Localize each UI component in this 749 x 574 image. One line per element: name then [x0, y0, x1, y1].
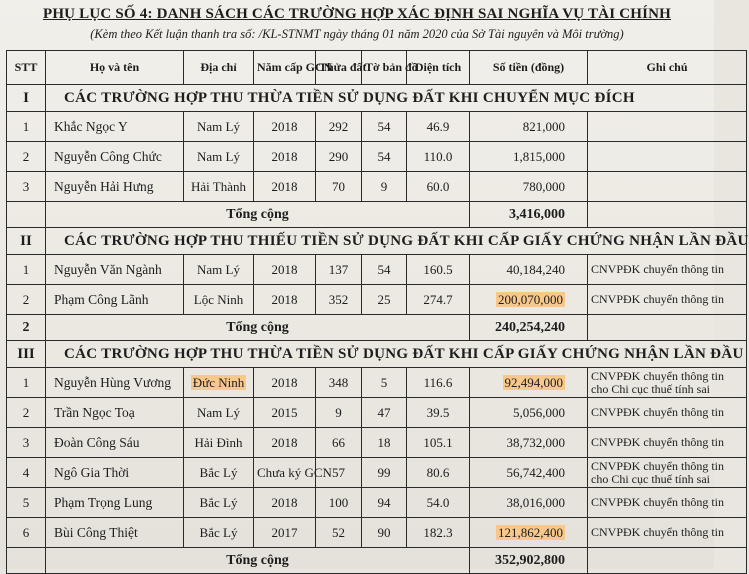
cell-area: 182.3: [407, 518, 470, 548]
cell-plot: 57: [316, 458, 362, 488]
header-stt: STT: [7, 51, 46, 85]
cell-name: Nguyễn Hùng Vương: [46, 368, 184, 398]
cell-area: 39.5: [407, 398, 470, 428]
total-amount: 352,902,800: [470, 548, 588, 574]
cell-stt: 1: [7, 255, 46, 285]
total-note: [588, 202, 747, 228]
cell-note: CNVPĐK chuyển thông tin cho Chi cục thuế tính sai: [588, 368, 747, 398]
cell-amount: [470, 368, 588, 398]
cell-amount: 780,000: [470, 172, 588, 202]
section-header-row: [7, 341, 747, 368]
section-title: CÁC TRƯỜNG HỢP THU THIẾU TIỀN SỬ DỤNG ĐẤT KHI CẤP GIẤY CHỨNG NHẬN LẦN ĐẦU: [46, 228, 747, 255]
total-label: Tổng cộng: [46, 548, 470, 574]
cell-plot: 70: [316, 172, 362, 202]
total-stt: 2: [7, 315, 46, 341]
cell-name: Khắc Ngọc Y: [46, 112, 184, 142]
cell-plot: 292: [316, 112, 362, 142]
cell-amount: 821,000: [470, 112, 588, 142]
cell-stt: 3: [7, 172, 46, 202]
cell-plot: 100: [316, 488, 362, 518]
cell-stt: 1: [7, 368, 46, 398]
cell-area: 54.0: [407, 488, 470, 518]
cell-map: 47: [362, 398, 407, 428]
cell-address: Nam Lý: [184, 255, 254, 285]
cell-plot: 352: [316, 285, 362, 315]
highlighted-amount: 200,070,000: [498, 291, 563, 307]
cell-year: 2018: [254, 172, 316, 202]
cell-year: 2018: [254, 112, 316, 142]
table-row: [7, 142, 747, 172]
cell-name: Phạm Công Lãnh: [46, 285, 184, 315]
cell-map: 54: [362, 255, 407, 285]
cell-amount: 1,815,000: [470, 142, 588, 172]
cell-amount: 5,056,000: [470, 398, 588, 428]
table-row: [7, 255, 747, 285]
cell-map: 90: [362, 518, 407, 548]
cell-year: Chưa ký GCN: [254, 458, 316, 488]
cell-note: [588, 112, 747, 142]
table-row: [7, 112, 747, 142]
cell-map: 54: [362, 142, 407, 172]
cell-plot: 52: [316, 518, 362, 548]
cell-address: Lộc Ninh: [184, 285, 254, 315]
section-header-row: [7, 85, 747, 112]
header-amount: Số tiền (đồng): [470, 51, 588, 85]
section-number: I: [7, 85, 46, 112]
cell-name: Nguyễn Công Chức: [46, 142, 184, 172]
cell-amount: [470, 285, 588, 315]
cell-address: Nam Lý: [184, 142, 254, 172]
cell-note: CNVPĐK chuyển thông tin: [588, 488, 747, 518]
cell-stt: 4: [7, 458, 46, 488]
cell-address: Hải Thành: [184, 172, 254, 202]
total-label: Tổng cộng: [46, 315, 470, 341]
cell-address: Bắc Lý: [184, 488, 254, 518]
total-note: [588, 548, 747, 574]
cell-name: Ngô Gia Thời: [46, 458, 184, 488]
table-row: [7, 518, 747, 548]
cell-name: Nguyễn Hải Hưng: [46, 172, 184, 202]
document-title: PHỤ LỤC SỐ 4: DANH SÁCH CÁC TRƯỜNG HỢP XÁC ĐỊNH SAI NGHĨA VỤ TÀI CHÍNH: [42, 6, 672, 22]
cell-name: Nguyễn Văn Ngành: [46, 255, 184, 285]
cell-year: 2017: [254, 518, 316, 548]
cell-map: 9: [362, 172, 407, 202]
total-stt: [7, 548, 46, 574]
total-amount: 240,254,240: [470, 315, 588, 341]
total-label: Tổng cộng: [46, 202, 470, 228]
cell-plot: 348: [316, 368, 362, 398]
table-row: [7, 488, 747, 518]
cell-stt: 5: [7, 488, 46, 518]
section-number: II: [7, 228, 46, 255]
table-row: [7, 368, 747, 398]
table-header-row: [7, 51, 747, 85]
cell-area: 110.0: [407, 142, 470, 172]
cell-amount: 40,184,240: [470, 255, 588, 285]
cell-year: 2018: [254, 368, 316, 398]
document-subtitle: (Kèm theo Kết luận thanh tra số: /KL-STNMT ngày tháng 01 năm 2020 của Sở Tài nguyên và Môi trường): [90, 27, 624, 41]
cell-map: 94: [362, 488, 407, 518]
highlighted-address: Đức Ninh: [192, 374, 245, 390]
cell-area: 60.0: [407, 172, 470, 202]
cell-address: Nam Lý: [184, 112, 254, 142]
cell-address: Hải Đình: [184, 428, 254, 458]
total-row: [7, 202, 747, 228]
cell-year: 2018: [254, 285, 316, 315]
cell-stt: 2: [7, 285, 46, 315]
cell-year: 2018: [254, 255, 316, 285]
total-amount: 3,416,000: [470, 202, 588, 228]
highlighted-amount: 121,862,400: [498, 524, 563, 540]
header-plot: Thửa đất: [316, 51, 362, 85]
cell-name: Phạm Trọng Lung: [46, 488, 184, 518]
header-address: Địa chỉ: [184, 51, 254, 85]
cell-area: 274.7: [407, 285, 470, 315]
cell-stt: 3: [7, 428, 46, 458]
cell-name: Trần Ngọc Toạ: [46, 398, 184, 428]
cell-address: Bắc Lý: [184, 458, 254, 488]
violations-table: [6, 50, 747, 574]
cell-map: 25: [362, 285, 407, 315]
cell-name: Bùi Công Thiệt: [46, 518, 184, 548]
cell-note: [588, 172, 747, 202]
header-map: Tờ bản đồ: [362, 51, 407, 85]
cell-map: 5: [362, 368, 407, 398]
section-title: CÁC TRƯỜNG HỢP THU THỪA TIỀN SỬ DỤNG ĐẤT KHI CẤP GIẤY CHỨNG NHẬN LẦN ĐẦU: [46, 341, 747, 368]
table-row: [7, 458, 747, 488]
cell-map: 99: [362, 458, 407, 488]
highlighted-amount: 92,494,000: [504, 374, 563, 390]
cell-year: 2018: [254, 428, 316, 458]
cell-year: 2018: [254, 142, 316, 172]
table-row: [7, 428, 747, 458]
cell-stt: 2: [7, 142, 46, 172]
total-note: [588, 315, 747, 341]
cell-note: CNVPĐK chuyển thông tin: [588, 398, 747, 428]
table-row: [7, 398, 747, 428]
cell-map: 54: [362, 112, 407, 142]
cell-address: Bắc Lý: [184, 518, 254, 548]
cell-amount: 38,016,000: [470, 488, 588, 518]
cell-map: 18: [362, 428, 407, 458]
header-area: Diện tích: [407, 51, 470, 85]
cell-area: 116.6: [407, 368, 470, 398]
cell-name: Đoàn Công Sáu: [46, 428, 184, 458]
cell-plot: 9: [316, 398, 362, 428]
cell-note: CNVPĐK chuyển thông tin cho Chi cục thuế tính sai: [588, 458, 747, 488]
table-row: [7, 285, 747, 315]
section-header-row: [7, 228, 747, 255]
header-name: Họ và tên: [46, 51, 184, 85]
cell-stt: 2: [7, 398, 46, 428]
cell-year: 2018: [254, 488, 316, 518]
cell-address: Nam Lý: [184, 398, 254, 428]
section-title: CÁC TRƯỜNG HỢP THU THỪA TIỀN SỬ DỤNG ĐẤT KHI CHUYỂN MỤC ĐÍCH: [46, 85, 747, 112]
cell-stt: 6: [7, 518, 46, 548]
cell-plot: 290: [316, 142, 362, 172]
total-row: [7, 315, 747, 341]
cell-amount: 38,732,000: [470, 428, 588, 458]
cell-amount: 56,742,400: [470, 458, 588, 488]
header-note: Ghi chú: [588, 51, 747, 85]
cell-note: CNVPĐK chuyển thông tin: [588, 255, 747, 285]
cell-amount: [470, 518, 588, 548]
cell-area: 46.9: [407, 112, 470, 142]
cell-area: 80.6: [407, 458, 470, 488]
section-number: III: [7, 341, 46, 368]
total-row: [7, 548, 747, 574]
cell-note: CNVPĐK chuyển thông tin: [588, 285, 747, 315]
cell-address: [184, 368, 254, 398]
cell-plot: 66: [316, 428, 362, 458]
header-year: Năm cấp GCN: [254, 51, 316, 85]
cell-plot: 137: [316, 255, 362, 285]
cell-area: 160.5: [407, 255, 470, 285]
total-stt: [7, 202, 46, 228]
cell-stt: 1: [7, 112, 46, 142]
cell-area: 105.1: [407, 428, 470, 458]
cell-year: 2015: [254, 398, 316, 428]
cell-note: [588, 142, 747, 172]
cell-note: CNVPĐK chuyển thông tin: [588, 428, 747, 458]
table-row: [7, 172, 747, 202]
cell-note: CNVPĐK chuyển thông tin: [588, 518, 747, 548]
